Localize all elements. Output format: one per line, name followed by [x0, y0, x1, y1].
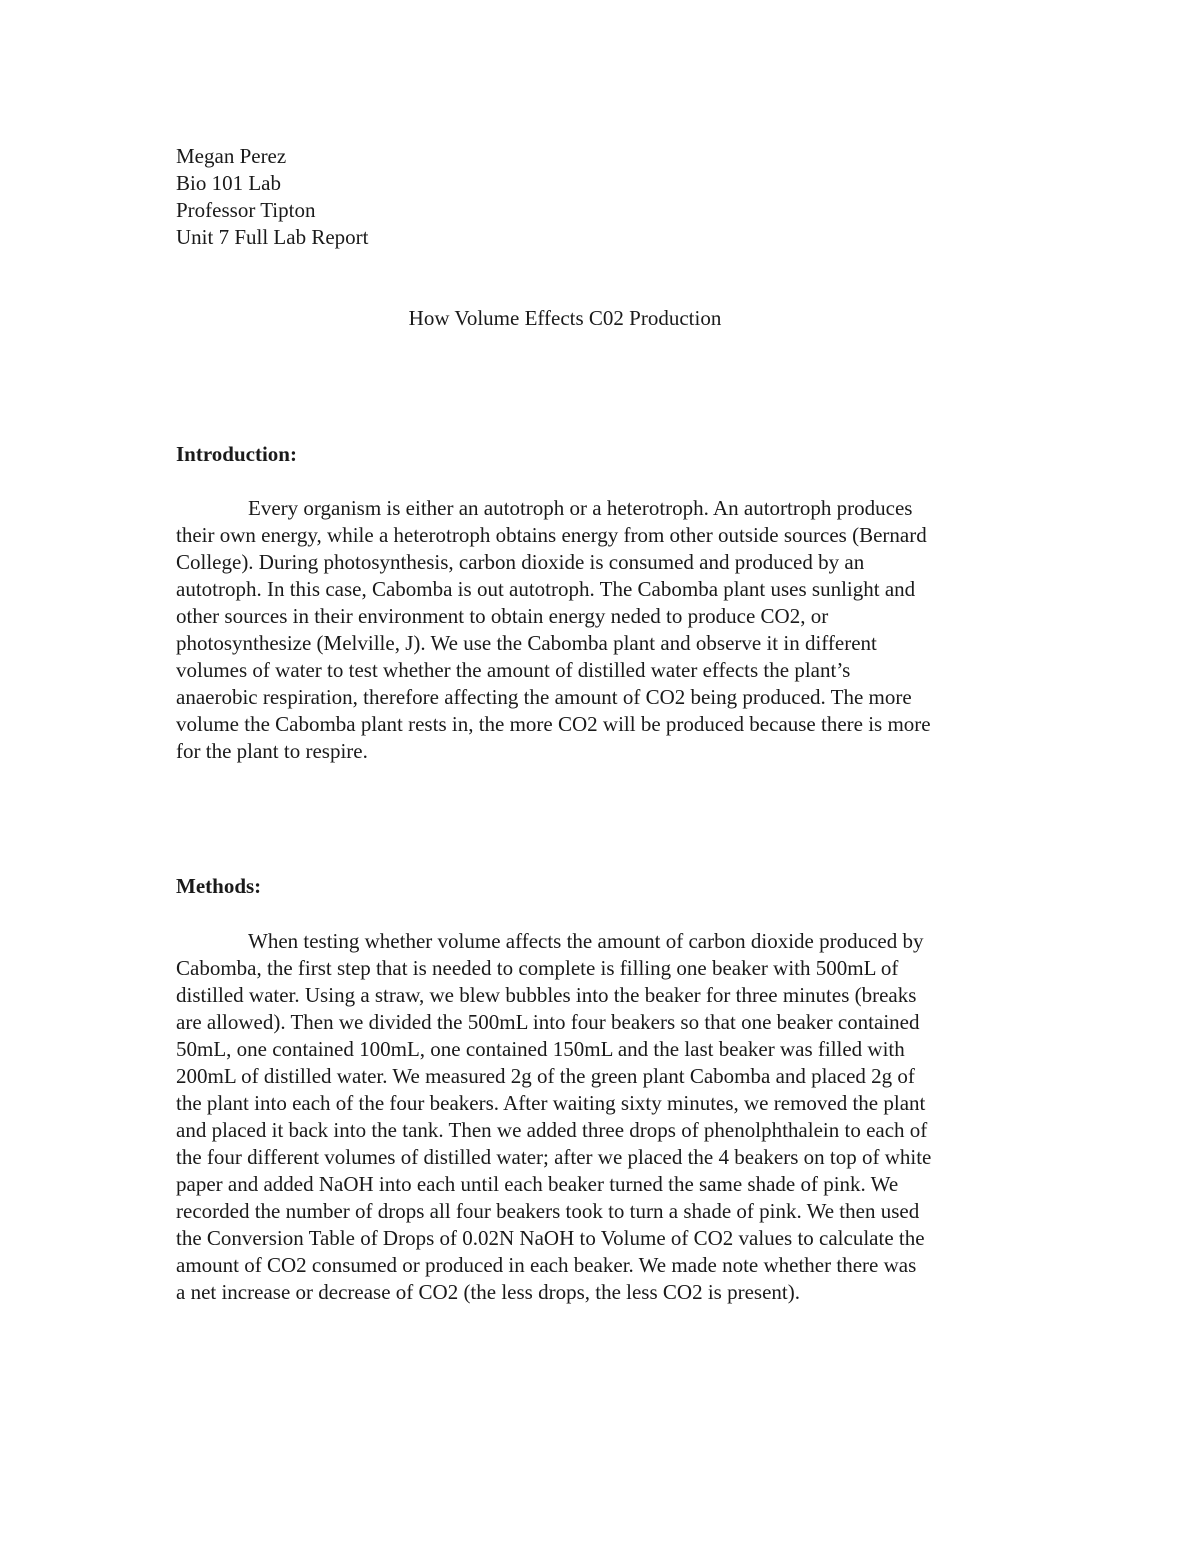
paragraph-line: volume the Cabomba plant rests in, the more CO2 will be produced because there is more	[176, 712, 931, 736]
paragraph-line: are allowed). Then we divided the 500mL into four beakers so that one beaker contained	[176, 1010, 920, 1034]
assignment-name: Unit 7 Full Lab Report	[176, 225, 369, 249]
paragraph-line: autotroph. In this case, Cabomba is out autotroph. The Cabomba plant uses sunlight and	[176, 577, 916, 601]
paragraph-line: volumes of water to test whether the amount of distilled water effects the plant’s	[176, 658, 851, 682]
paragraph-line: 50mL, one contained 100mL, one contained 150mL and the last beaker was filled with	[176, 1037, 905, 1061]
paragraph-line: distilled water. Using a straw, we blew bubbles into the beaker for three minutes (breaks	[176, 983, 917, 1007]
paragraph-line: Cabomba, the first step that is needed to complete is filling one beaker with 500mL of	[176, 956, 899, 980]
paragraph-line: Every organism is either an autotroph or a heterotroph. An autortroph produces	[248, 496, 913, 520]
methods-heading: Methods:	[176, 874, 262, 898]
paragraph-line: 200mL of distilled water. We measured 2g of the green plant Cabomba and placed 2g of	[176, 1064, 915, 1088]
paragraph-line: for the plant to respire.	[176, 739, 368, 763]
paragraph-line: and placed it back into the tank. Then we added three drops of phenolphthalein to each of	[176, 1118, 928, 1142]
paragraph-line: photosynthesize (Melville, J). We use the Cabomba plant and observe it in different	[176, 631, 877, 655]
author-name: Megan Perez	[176, 144, 287, 168]
paragraph-line: anaerobic respiration, therefore affecting the amount of CO2 being produced. The more	[176, 685, 912, 709]
header-block	[176, 143, 369, 251]
paragraph-line: paper and added NaOH into each until each beaker turned the same shade of pink. We	[176, 1172, 899, 1196]
methods-paragraph	[176, 928, 1036, 1306]
paragraph-line: recorded the number of drops all four beakers took to turn a shade of pink. We then used	[176, 1199, 920, 1223]
paragraph-line: the four different volumes of distilled water; after we placed the 4 beakers on top of white	[176, 1145, 932, 1169]
course-name: Bio 101 Lab	[176, 171, 281, 195]
introduction-paragraph	[176, 495, 1036, 765]
professor-name: Professor Tipton	[176, 198, 316, 222]
paragraph-line: their own energy, while a heterotroph obtains energy from other outside sources (Bernard	[176, 523, 927, 547]
paragraph-line: the plant into each of the four beakers. After waiting sixty minutes, we removed the plant	[176, 1091, 926, 1115]
paragraph-line: a net increase or decrease of CO2 (the less drops, the less CO2 is present).	[176, 1280, 800, 1304]
paragraph-line: When testing whether volume affects the amount of carbon dioxide produced by	[248, 929, 924, 953]
paragraph-line: other sources in their environment to obtain energy neded to produce CO2, or	[176, 604, 829, 628]
paragraph-line: the Conversion Table of Drops of 0.02N NaOH to Volume of CO2 values to calculate the	[176, 1226, 925, 1250]
paragraph-line: amount of CO2 consumed or produced in each beaker. We made note whether there was	[176, 1253, 917, 1277]
introduction-heading: Introduction:	[176, 442, 297, 466]
paragraph-line: College). During photosynthesis, carbon dioxide is consumed and produced by an	[176, 550, 865, 574]
document-title: How Volume Effects C02 Production	[408, 306, 722, 330]
